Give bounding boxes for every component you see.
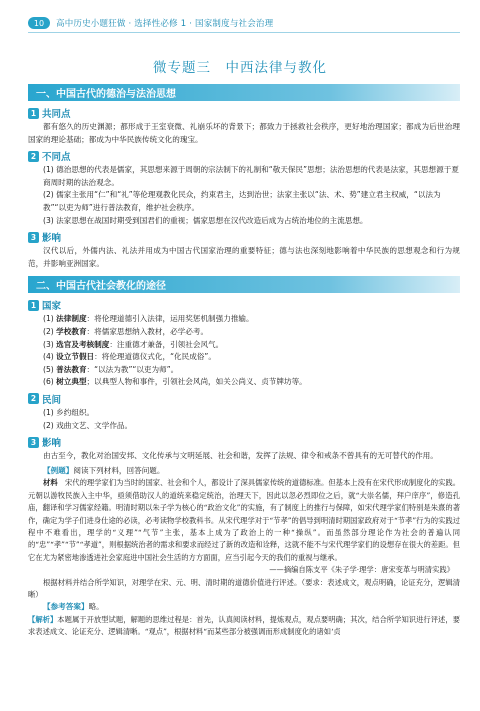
section-heading-2: 二、中国古代社会教化的途径 [28, 276, 460, 293]
paragraph: 由古至今，教化对治国安邦、文化传承与文明延展、社会和谐，发挥了法规、律令和戒条不曾具有的无可替代的作用。 [43, 451, 438, 461]
list-item: (5) 普法教育：“以法为教”“以吏为师”。 [43, 364, 179, 374]
topic-title: 微专题三 中西法律与教化 [153, 60, 327, 76]
paragraph: 汉代以后，外儒内法、礼法并用成为中国古代国家治理的重要特征；德与法也深刻地影响着中华民族的思想观念和行为规范，并影响亚洲国家。 [28, 246, 460, 268]
list-item: (1) 乡约组织。 [43, 407, 95, 417]
subheading-folk [28, 392, 460, 406]
reference-answer: 【参考答案】略。 [43, 602, 104, 612]
list-item: (3) 法家思想在战国时期受到国君们的重视；儒家思想在汉代改造后成为占统治地位的主流思想。 [43, 215, 368, 225]
list-item: (1) 法律制度：将伦理道德引入法律，运用奖惩机制强力推输。 [43, 314, 254, 324]
subheading-title: 不同点 [42, 152, 71, 164]
subheading-number: 2 [28, 151, 39, 162]
subheading-title: 影响 [42, 438, 62, 450]
answer-tag: 【参考答案】 [43, 602, 89, 612]
subheading-title: 民间 [42, 394, 62, 406]
subheading-number: 3 [28, 437, 39, 448]
header-divider [28, 32, 460, 33]
subheading-differences [28, 149, 460, 163]
list-item: (2) 戏曲文艺、文学作品。 [43, 420, 133, 430]
subheading-state [28, 298, 460, 312]
list-item: (1) 德治思想的代表是儒家，其思想来源于周朝的宗法制下的礼制和“敬天保民”思想；法治思想的代表是法家，其思想源于夏商周时期的法治观念。 [43, 165, 459, 187]
list-item: (3) 选官及考核制度：注重德才兼备，引领社会风气。 [43, 339, 224, 349]
subheading-common-points [28, 106, 460, 120]
subheading-title: 影响 [42, 233, 62, 245]
material-text: 材料 宋代的理学家们为当时的国家、社会和个人，都设计了深具儒家传统的道德标准。但基本上没有在宋代形成制度化的实践。元朝以游牧民族入主中华，亟须借助汉人的道统来稳定统治，治理天下，因此以忽必烈即位之后，就“大崇名儒，拜户庠序”，修造孔庙，翻译和学习儒家经籍。明清时期以朱子学为核心的“政治文化”的实施，有了制度上的推行与保障，如宋代理学家们特别是朱熹的著作，确定为学子们进身仕途的必读，必考读物学校教科书。从宋代理学对于“节孝”的倡导到明清时期国家政府对于“节孝”行为的实践过程中不难看出，理学的“义理”“气节”主张，基本上成为了政治上的一种“操纵”。而虽然部分理论作为社会的普遍认同的“忠”“孝”“节”“孝道”，则根据统治者的需求和要求而经过了新的改造和诠释，这就不能不与宋代理学家们的设想存在很大的差距。但它在尤为紧密地渗透进社会家庭进中国社会生活的方方面面，应当引起今天的我们的重视与继承。 [28, 478, 461, 562]
subheading-number: 3 [28, 232, 39, 243]
paragraph: 都有悠久的历史渊源；都形成于王室衰微、礼崩乐坏的背景下；都致力于拯救社会秩序，更好地治理国家；都成为后世治理国家的理论基础；都成为中华民族传统文化的瑰宝。 [28, 122, 460, 144]
example-tag: 【例题】 [43, 465, 74, 475]
page-content [28, 84, 460, 639]
subheading-title: 共同点 [42, 109, 71, 120]
subheading-influence [28, 230, 460, 244]
page-number: 10 [28, 17, 50, 29]
analysis-tag: 【解析】 [28, 614, 58, 624]
list-item: (2) 学校教育：将儒家思想纳入教材，必学必考。 [43, 326, 209, 336]
running-title: 高中历史小题狂做 · 选择性必修 1 · 国家制度与社会治理 [56, 19, 274, 29]
list-item: (4) 设立节假日：将伦理道德仪式化，“化民成俗”。 [43, 352, 216, 362]
list-item: (6) 树立典型；以典型人物和事件，引领社会风尚，如关公尚义、贞节牌坊等。 [43, 377, 307, 387]
example-prompt: 【例题】阅读下列材料，回答问题。 [43, 465, 165, 475]
subheading-number: 2 [28, 393, 39, 404]
subheading-number: 1 [28, 300, 39, 311]
subheading-title: 国家 [42, 301, 62, 313]
subheading-influence-2 [28, 435, 460, 449]
section-heading-1: 一、中国古代的德治与法治思想 [28, 84, 460, 101]
subheading-number: 1 [28, 108, 39, 119]
material-source: ——摘编自陈支平《朱子学·理学：唐宋变革与明清实践》 [269, 565, 454, 575]
question-text: 根据材料并结合所学知识，对理学在宋、元、明、清时期的道德价值进行评述。（要求：表述成文，观点明确，论证充分，逻辑清晰） [28, 577, 460, 599]
material-label: 材料 [43, 478, 58, 488]
running-header [28, 14, 460, 32]
list-item: (2) 儒家主张用“仁”和“礼”等伦理观教化民众，约束君主，达到治世；法家主张以“法、术、势”建立君主权威，“以法为教”“以吏为师”进行普法教育，维护社会秩序。 [43, 190, 441, 212]
analysis-text: 【解析】本题属于开放型试题，解题的思维过程是：首先，认真阅读材料，提炼观点，观点要明确；其次，结合所学知识进行评述，要求表述成文、论证充分、逻辑清晰。“观点”，根据材料“而某些部分被强调而形成制度化的诸如‘贞 [28, 614, 461, 637]
